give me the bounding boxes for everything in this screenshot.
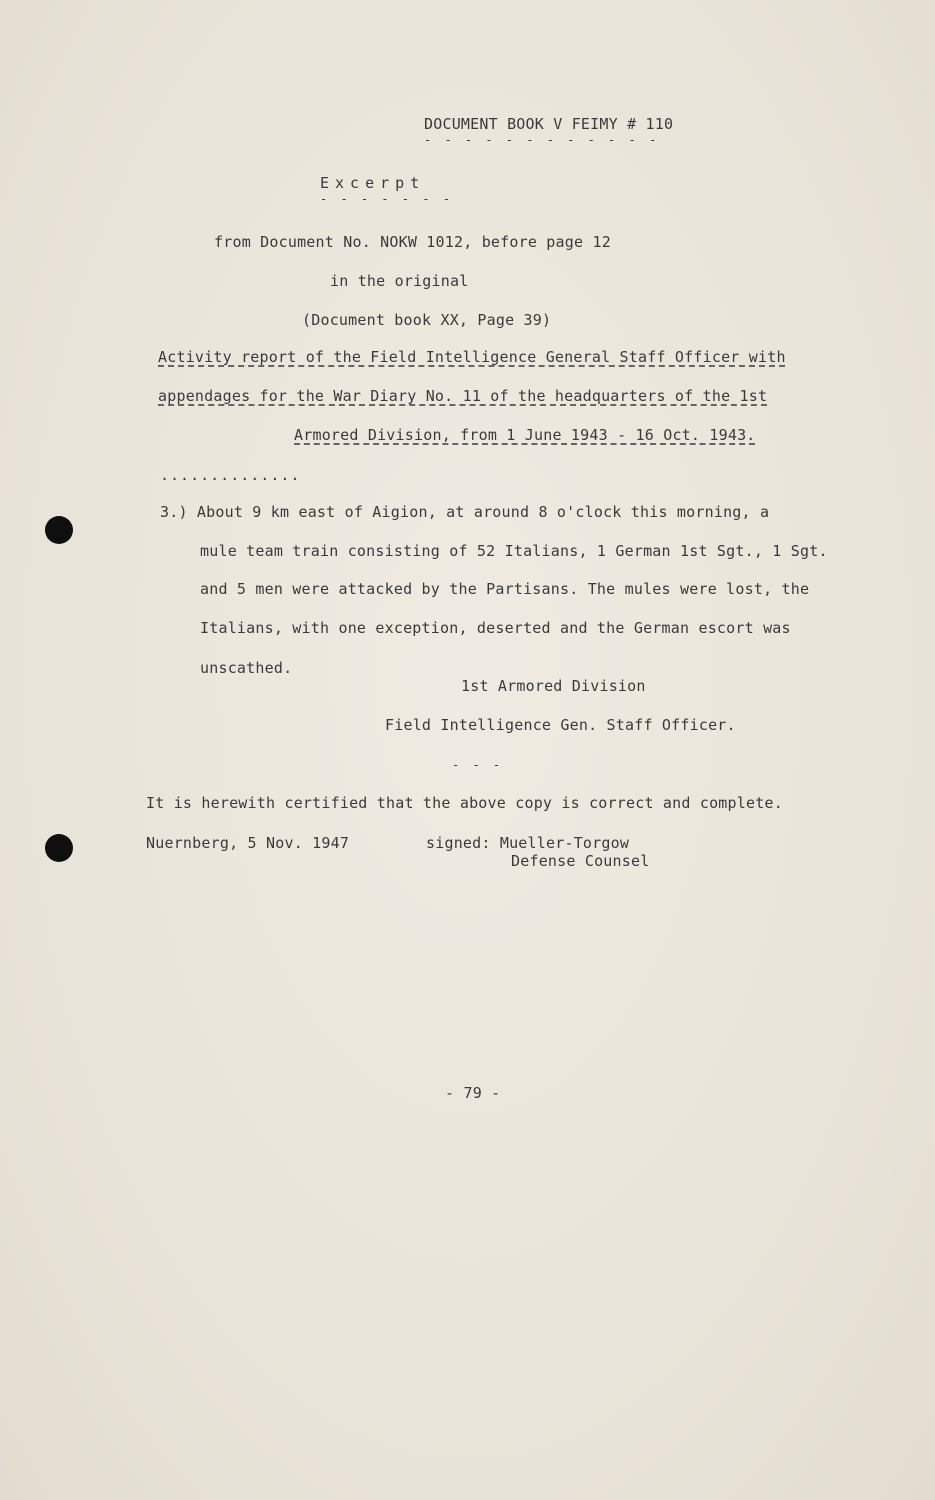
signature-unit: 1st Armored Division	[461, 677, 646, 695]
section-separator: ..............	[160, 466, 301, 484]
certification-role: Defense Counsel	[511, 852, 650, 870]
certification-signed: signed: Mueller-Torgow	[426, 834, 630, 852]
punch-hole-top	[45, 516, 73, 544]
signature-title: Field Intelligence Gen. Staff Officer.	[385, 716, 736, 734]
body-line-2: mule team train consisting of 52 Italians, 1 German 1st Sgt., 1 Sgt.	[200, 542, 828, 560]
report-title-line-1: Activity report of the Field Intelligence General Staff Officer with	[158, 348, 786, 366]
punch-hole-bottom	[45, 834, 73, 862]
report-title-line-3: Armored Division, from 1 June 1943 - 16 Oct. 1943.	[294, 426, 756, 444]
certification-place-date: Nuernberg, 5 Nov. 1947	[146, 834, 350, 852]
document-reference: DOCUMENT BOOK V FEIMY # 110	[424, 115, 674, 133]
document-book-reference: (Document book XX, Page 39)	[302, 311, 552, 329]
body-line-3: and 5 men were attacked by the Partisans. The mules were lost, the	[200, 580, 810, 598]
document-reference-rule: - - - - - - - - - - - -	[424, 133, 660, 147]
excerpt-title-rule: - - - - - - -	[320, 192, 453, 206]
report-title-line-2: appendages for the War Diary No. 11 of the headquarters of the 1st	[158, 387, 768, 405]
body-line-1: 3.) About 9 km east of Aigion, at around 8 o'clock this morning, a	[160, 503, 770, 521]
in-original-line: in the original	[330, 272, 469, 290]
certification-statement: It is herewith certified that the above copy is correct and complete.	[146, 794, 783, 812]
excerpt-title: Excerpt	[320, 174, 426, 192]
page-number: - 79 -	[445, 1084, 501, 1102]
source-document-line: from Document No. NOKW 1012, before page 12	[214, 233, 611, 251]
signature-rule: - - -	[452, 758, 504, 772]
body-line-4: Italians, with one exception, deserted and the German escort was	[200, 619, 791, 637]
body-line-5: unscathed.	[200, 659, 293, 677]
